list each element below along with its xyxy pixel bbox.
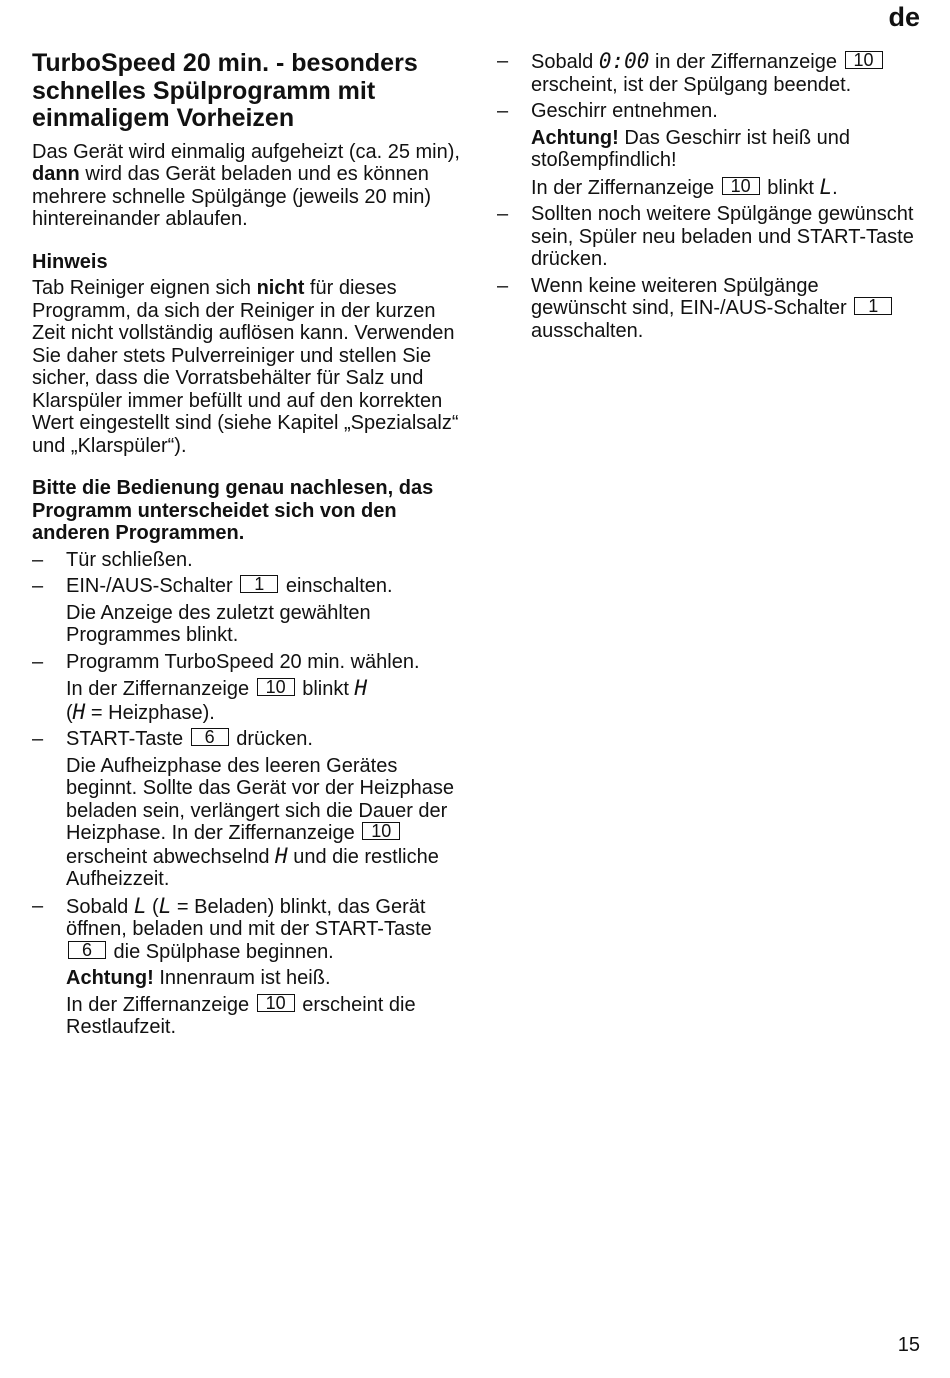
text-span: Sobald <box>531 51 599 73</box>
list-item <box>32 575 462 598</box>
list-item <box>497 203 917 271</box>
text-span: In der Ziffernanzeige <box>66 678 255 700</box>
text-span: nicht <box>256 277 305 299</box>
page-number: 15 <box>897 1334 920 1356</box>
section-title: TurboSpeed 20 min. - besonders schnelles Spülprogramm mit einmaligem Vorheizen <box>32 49 418 132</box>
text-span: ausschalten. <box>531 319 644 342</box>
language-code: de <box>888 2 920 32</box>
text-span: erscheint, ist der Spülgang beendet. <box>531 73 852 96</box>
text-span: – <box>32 894 44 917</box>
list-item <box>32 651 462 674</box>
list-item <box>497 100 917 123</box>
text-span: die Spülphase beginnen. <box>108 940 334 963</box>
text-span: Achtung! <box>66 967 154 989</box>
instruction-note: Bitte die Bedienung genau nachlesen, das Programm unterscheidet sich von den anderen Programmen. <box>32 477 434 544</box>
list-item <box>32 895 462 964</box>
text-span: Die Aufheizphase des leeren Gerätes beginnt. Sollte das Gerät vor der Heizphase beladen sein, verlängert sich die Dauer der Heizphase. In der Ziffernanzeige <box>66 754 454 844</box>
hint-paragraph <box>32 277 462 457</box>
text-span: einschalten. <box>280 575 393 597</box>
text-span: Innenraum ist heiß. <box>153 967 331 989</box>
text-span: Tab Reiniger eignen sich <box>32 277 257 299</box>
intro-paragraph <box>32 141 462 231</box>
list-item-detail <box>32 994 462 1039</box>
text-span: dann <box>32 163 80 185</box>
warning-note <box>497 127 917 172</box>
display-symbol: L <box>158 893 172 918</box>
text-span: – <box>497 50 509 72</box>
key-box: 1 <box>854 297 892 315</box>
text-span: Achtung! <box>531 126 619 149</box>
display-symbol: H <box>354 676 368 700</box>
text-span: In der Ziffernanzeige <box>66 993 255 1016</box>
list-item <box>497 275 917 343</box>
key-box: 6 <box>191 728 229 746</box>
display-symbol: L <box>819 174 833 199</box>
text-span: blinkt <box>761 176 820 199</box>
key-box: 1 <box>240 575 278 593</box>
left-column <box>32 50 462 1039</box>
text-span: Programm TurboSpeed 20 min. wählen. <box>66 650 420 673</box>
text-span: erscheint abwechselnd <box>66 845 276 868</box>
text-span: ( <box>66 701 73 724</box>
key-box: 10 <box>257 678 295 696</box>
text-span: – <box>32 650 44 673</box>
text-span: – <box>497 274 509 297</box>
warning-note <box>32 967 462 990</box>
text-span: – <box>497 203 509 225</box>
text-span: In der Ziffernanzeige <box>531 176 720 199</box>
text-span: ( <box>146 895 159 918</box>
list-item-detail: Die Anzeige des zuletzt gewählten Programmes blinkt. <box>66 601 371 646</box>
key-box: 6 <box>68 941 106 959</box>
display-symbol: H <box>72 699 86 724</box>
text-span: Wenn keine weiteren Spülgänge gewünscht sind, EIN-/AUS-Schalter <box>531 274 853 319</box>
text-span: Sollten noch weitere Spülgänge gewünscht sein, Spüler neu beladen und START-Taste drücken. <box>531 203 914 270</box>
key-box: 10 <box>362 822 400 840</box>
text-span: EIN-/AUS-Schalter <box>66 575 239 597</box>
key-box: 10 <box>257 994 295 1012</box>
display-symbol: L <box>133 893 147 918</box>
list-item-detail <box>32 755 462 891</box>
hint-title: Hinweis <box>32 250 108 273</box>
right-column <box>497 50 917 342</box>
text-span: Das Geschirr ist heiß und stoßempfindlich! <box>531 126 850 171</box>
key-box: 10 <box>845 51 883 69</box>
text-span: Sobald <box>66 895 134 918</box>
text-span: – <box>32 728 44 750</box>
text-span: – <box>32 548 44 571</box>
text-span: und die restliche Aufheizzeit. <box>66 845 439 890</box>
list-item-detail <box>497 176 917 200</box>
display-symbol: 0:00 <box>598 49 650 73</box>
text-span: drücken. <box>230 728 313 750</box>
text-span: = Heizphase). <box>85 701 215 724</box>
text-span: erscheint die Restlaufzeit. <box>66 993 416 1038</box>
display-symbol: H <box>275 843 288 868</box>
text-span: Geschirr entnehmen. <box>531 100 718 122</box>
list-item <box>32 549 462 572</box>
text-span: – <box>32 575 44 597</box>
text-span: – <box>497 100 509 122</box>
text-span: Tür schließen. <box>66 548 193 571</box>
list-item <box>497 50 917 96</box>
text-span: . <box>832 176 838 199</box>
text-span: wird das Gerät beladen und es können mehrere schnelle Spülgänge (jeweils 20 min) hintereinander ablaufen. <box>32 163 432 230</box>
list-item-detail <box>32 677 462 724</box>
text-span: blinkt <box>296 678 355 700</box>
list-item <box>32 728 462 751</box>
text-span: START-Taste <box>66 728 189 750</box>
text-span: in der Ziffernanzeige <box>649 51 843 73</box>
text-span: für dieses Programm, da sich der Reiniger in der kurzen Zeit nicht vollständig auflösen kann. Verwenden Sie daher stets Pulverreiniger und stellen Sie sicher, dass die Vorratsbehälter für Salz und Klarspüler immer befüllt und auf den korrekten Wert eingestellt sind (siehe Kapitel „Spezialsalz“ und „Klarspüler“). <box>32 277 459 457</box>
text-span: = Beladen) blinkt, das Gerät öffnen, beladen und mit der START-Taste <box>66 895 432 940</box>
text-span: Das Gerät wird einmalig aufgeheizt (ca. 25 min), <box>32 140 460 163</box>
key-box: 10 <box>722 177 760 195</box>
